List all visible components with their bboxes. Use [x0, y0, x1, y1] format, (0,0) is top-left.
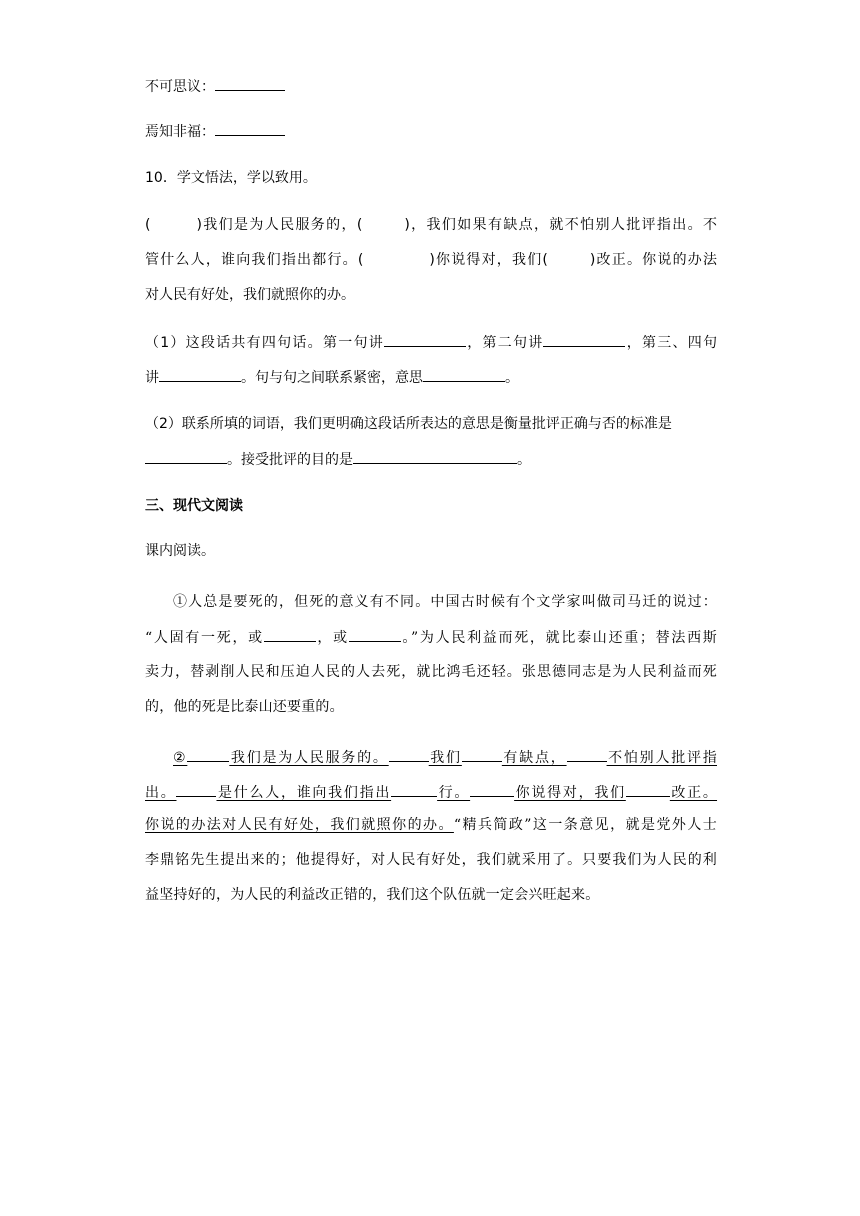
q10-sub1-line-1: （1）这段话共有四句话。第一句讲 ，第二句讲 ，第三、四句 — [145, 332, 717, 353]
idiom-line-2 — [145, 121, 717, 142]
para2-line-1: ② 我们是为人民服务的。 我们 有缺点， 不怕别人批评指 — [145, 746, 717, 768]
idiom-label: 不可思议： — [145, 79, 215, 95]
answer-blank[interactable] — [462, 746, 502, 762]
answer-blank[interactable] — [384, 332, 466, 347]
answer-blank[interactable] — [353, 449, 517, 464]
answer-blank[interactable] — [349, 627, 401, 642]
para1-line-1: ①人总是要死的，但死的意义有不同。中国古时候有个文学家叫做司马迁的说过： — [173, 594, 717, 610]
q10-passage-line-1: ( )我们是为人民服务的，( )，我们如果有缺点，就不怕别人批评指出。不 — [145, 217, 717, 233]
para1-line-2: “人固有一死，或 ，或 。”为人民利益而死，就比泰山还重；替法西斯 — [145, 627, 717, 648]
q10-sub2-line-1: （2）联系所填的词语，我们更明确这段话所表达的意思是衡量批评正确与否的标准是 — [145, 416, 672, 432]
q10-sub2-line-2: 。接受批评的目的是 。 — [145, 449, 717, 470]
answer-blank[interactable] — [626, 781, 670, 797]
answer-blank[interactable] — [145, 449, 227, 464]
para2-line-4: 李鼎铭先生提出来的；他提得好，对人民有好处，我们就采用了。只要我们为人民的利 — [145, 852, 717, 868]
reading-intro: 课内阅读。 — [145, 543, 215, 559]
answer-blank[interactable] — [423, 367, 505, 382]
para1-line-3: 卖力，替剥削人民和压迫人民的人去死，就比鸿毛还轻。张思德同志是为人民利益而死 — [145, 664, 717, 680]
idiom-line-1 — [145, 76, 717, 97]
q10-passage-line-3: 对人民有好处，我们就照你的办。 — [145, 287, 355, 303]
question-10-title: 10．学文悟法，学以致用。 — [145, 170, 317, 186]
section-3-heading: 三、现代文阅读 — [145, 498, 243, 514]
answer-blank[interactable] — [543, 332, 625, 347]
answer-blank[interactable] — [391, 781, 437, 797]
para2-line-3: 你说的办法对人民有好处，我们就照你的办。“精兵简政”这一条意见，就是党外人士 — [145, 817, 717, 833]
para2-line-5: 益坚持好的，为人民的利益改正错的，我们这个队伍就一定会兴旺起来。 — [145, 887, 600, 903]
answer-blank[interactable] — [470, 781, 514, 797]
q10-passage-line-2: 管什么人，谁向我们指出都行。( )你说得对，我们( )改正。你说的办法 — [145, 252, 717, 268]
para1-line-4: 的，他的死是比泰山还要重的。 — [145, 699, 344, 715]
answer-blank[interactable] — [159, 367, 241, 382]
idiom-label: 焉知非福： — [145, 124, 215, 140]
answer-blank[interactable] — [567, 746, 607, 762]
answer-blank[interactable] — [176, 781, 216, 797]
q10-sub1-line-2: 讲 。句与句之间联系紧密，意思 。 — [145, 367, 717, 388]
answer-blank[interactable] — [215, 121, 285, 136]
para2-line-2: 出。 是什么人，谁向我们指出 行。 你说得对，我们 改正。 — [145, 781, 717, 803]
answer-blank[interactable] — [264, 627, 316, 642]
answer-blank[interactable] — [215, 76, 285, 91]
answer-blank[interactable] — [187, 746, 229, 762]
answer-blank[interactable] — [389, 746, 429, 762]
